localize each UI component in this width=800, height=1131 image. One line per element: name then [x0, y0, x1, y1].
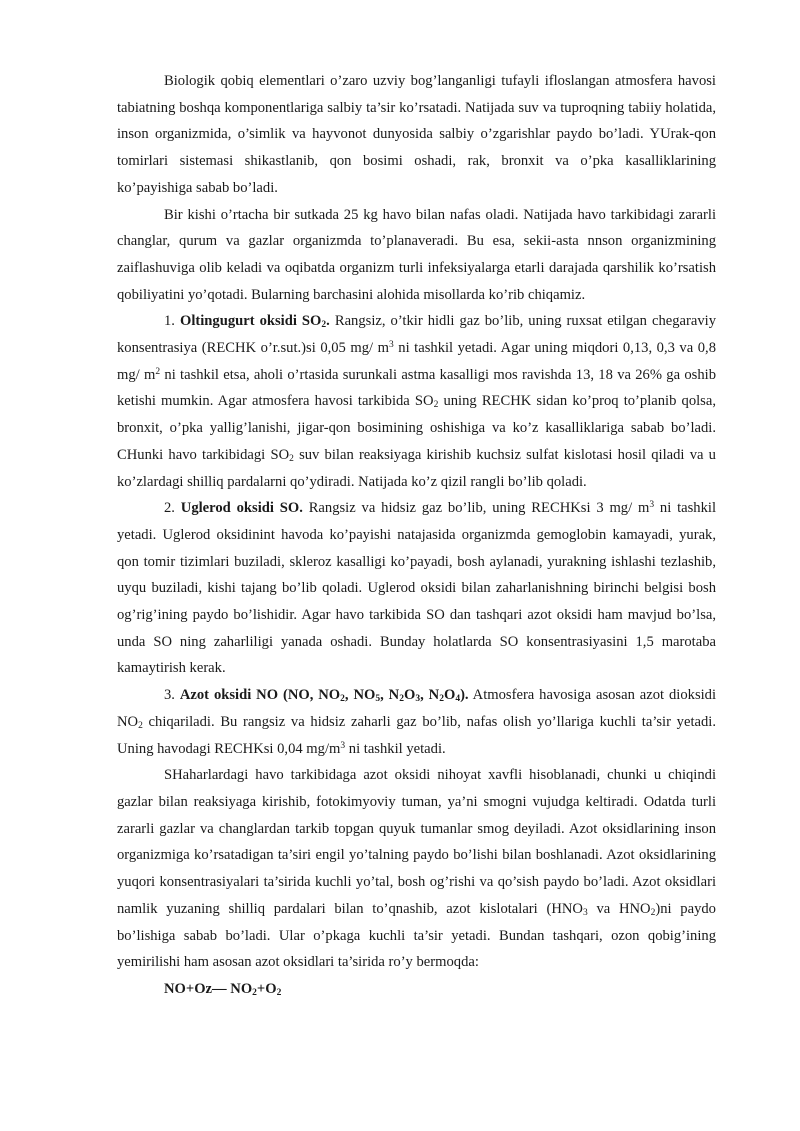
- superscript: 2: [155, 366, 161, 377]
- text-run: ).: [460, 687, 469, 704]
- subscript: 3: [415, 694, 421, 705]
- paragraph: [117, 682, 716, 762]
- text-run: .: [326, 313, 330, 330]
- text-run: O: [403, 687, 416, 704]
- subscript: 3: [582, 907, 588, 918]
- text-run: va HNO: [587, 900, 651, 917]
- text-run: Azot oksidi NO (NO, NO: [179, 687, 341, 704]
- text-run: Atmosfera havosiga asosan azot dioksidi NO: [117, 687, 717, 730]
- text-run: Biologik qobiq elementlari o’zaro uzviy bog’langanligi tufayli ifloslangan atmosfera havosi tabiatning boshqa komponentlariga salbiy ta’sir ko’rsatadi. Natijada suv va tuproqning tabiiy holatida, inson organizmida, o’simlik va hayvonot dunyosida salbiy o’zgarishlar paydo bo’ladi. YUrak-qon tomirlari sistemasi shikastlanib, qon bosimi oshadi, rak, bronxit va o’pka kasalliklarining ko’payishiga sabab bo’ladi.: [117, 73, 716, 196]
- text-run: chiqariladi. Bu rangsiz va hidsiz zaharli gaz bo’lib, nafas olish yo’llariga kuchli ta’sir yetadi. Uning havodagi RECHKsi 0,04 mg/m: [117, 713, 716, 757]
- superscript: 3: [340, 740, 346, 751]
- text-run: ni tashkil yetadi.: [345, 740, 446, 757]
- text-run: Rangsiz va hidsiz gaz bo’lib, uning RECHKsi 3 mg/ m: [302, 500, 650, 517]
- subscript: 2: [340, 694, 345, 705]
- text-run: , N: [420, 687, 440, 704]
- text-run: Bir kishi o’rtacha bir sutkada 25 kg havo bilan nafas oladi. Natijada havo tarkibidagi zararli changlar, qurum va gazlar organizmda to’planaveradi. Bu esa, sekii-asta nnson organizmining zaiflashuviga olib keladi va oqibatda organizm turli infeksiyalarga etarli darajada qarshilik ko’rsatish qobiliyatini yo’qotadi. Bularning barchasini alohida misollarda ko’rib chiqamiz.: [117, 206, 716, 303]
- subscript: 4: [455, 694, 461, 705]
- subscript: 2: [439, 694, 444, 705]
- subscript: 2: [433, 400, 439, 411]
- subscript: 2: [276, 987, 282, 998]
- subscript: 2: [252, 987, 257, 998]
- text-run: O: [443, 687, 456, 704]
- text-run: 2.: [164, 500, 181, 517]
- text-run: NO+Oz— NO: [164, 980, 253, 997]
- paragraph: [117, 68, 716, 202]
- superscript: 3: [389, 340, 394, 351]
- text-run: ni tashkil yetadi. Uglerod oksidinint havoda ko’payishi natajasida organizmda gemoglobin kamayadi, yurak, qon tomir tizimlari buziladi, skleroz kasalligi ko’payadi, bosh aylanadi, yurakning ishlashi tezlashib, uyqu buziladi, kishi tajang bo’lib qoladi. Uglerod oksidi bilan zaharlanishning birinchi belgisi bosh og’rig’ining paydo bo’lishidir. Agar havo tarkibida SO dan tashqari azot oksidi ham mavjud bo’lsa, unda SO ning zaharliligi yanada oshadi. Bunday holatlarda SO konsentrasiyasini 1,5 marotaba kamaytirish kerak.: [117, 500, 717, 677]
- paragraph: [117, 495, 716, 682]
- text-run: 3.: [164, 687, 180, 704]
- paragraph: [117, 762, 716, 976]
- text-run: Rangsiz, o’tkir hidli gaz bo’lib, uning ruxsat etilgan chegaraviy konsentrasiya (RECHK o’r.sut.)si 0,05 mg/ m: [117, 313, 716, 357]
- text-run: ni tashkil yetadi. Agar uning miqdori 0,13, 0,3 va 0,8 mg/ m: [117, 340, 716, 383]
- subscript: 2: [138, 720, 143, 731]
- paragraph: [117, 202, 716, 309]
- document-body: [117, 68, 716, 1003]
- text-run: , N: [380, 687, 400, 704]
- superscript: 3: [649, 500, 655, 511]
- subscript: 2: [289, 453, 294, 464]
- subscript: 2: [650, 907, 656, 918]
- text-run: ni tashkil etsa, aholi o’rtasida surunkali astma kasalligi mos ravishda 13, 18 va 26% ga oshib ketishi mumkin. Agar atmosfera havosi tarkibida SO: [117, 366, 717, 410]
- text-run: SHaharlardagi havo tarkibidaga azot oksidi nihoyat xavfli hisoblanadi, chunki u chiqindi gazlar bilan reaksiyaga kirishib, fotokimyoviy tuman, ya’ni smogni vujudga keltiradi. Odatda turli zararli gazlar va changlardan tarkib topgan quyuk tumanlar smog deyiladi. Azot oksidlarining inson organizmiga ko’rsatadigan ta’siri engil yo’talning paydo bo’lishi bilan boshlanadi. Azot oksidlarining yuqori konsentrasiyalari ta’sirida kuchli yo’tal, bosh og’rishi va qo’sish paydo bo’ladi. Azot oksidlari namlik yuzaning shilliq pardalari bilan to’qnashib, azot kislotalari (HNO: [117, 767, 716, 917]
- text-run: 1.: [164, 313, 180, 330]
- paragraph: [117, 308, 716, 495]
- subscript: 2: [321, 320, 327, 331]
- text-run: Uglerod oksidi SO.: [180, 500, 303, 517]
- text-run: +O: [256, 980, 277, 997]
- text-run: Oltingugurt oksidi SO: [179, 313, 322, 330]
- text-run: suv bilan reaksiyaga kirishib kuchsiz sulfat kislotasi hosil qiladi va u ko’zlardagi shilliq pardalarni qo’ydiradi. Natijada ko’z qizil rangli bo’lib qoladi.: [117, 446, 716, 490]
- text-run: , NO: [344, 687, 376, 704]
- text-run: uning RECHK sidan ko’proq to’planib qolsa, bronxit, o’pka yallig’lanishi, jigar-qon bosimining oshishiga va ko’z kasalliklariga sabab bo’ladi. CHunki havo tarkibidagi SO: [117, 393, 716, 463]
- subscript: 5: [375, 694, 381, 705]
- chemical-equation: [117, 976, 716, 1003]
- text-run: )ni paydo bo’lishiga sabab bo’ladi. Ular o’pkaga kuchli ta’sir yetadi. Bundan tashqari, ozon qobig’ining yemirilishi ham asosan azot oksidlari ta’sirida ro’y bermoqda:: [117, 900, 716, 971]
- subscript: 2: [399, 694, 404, 705]
